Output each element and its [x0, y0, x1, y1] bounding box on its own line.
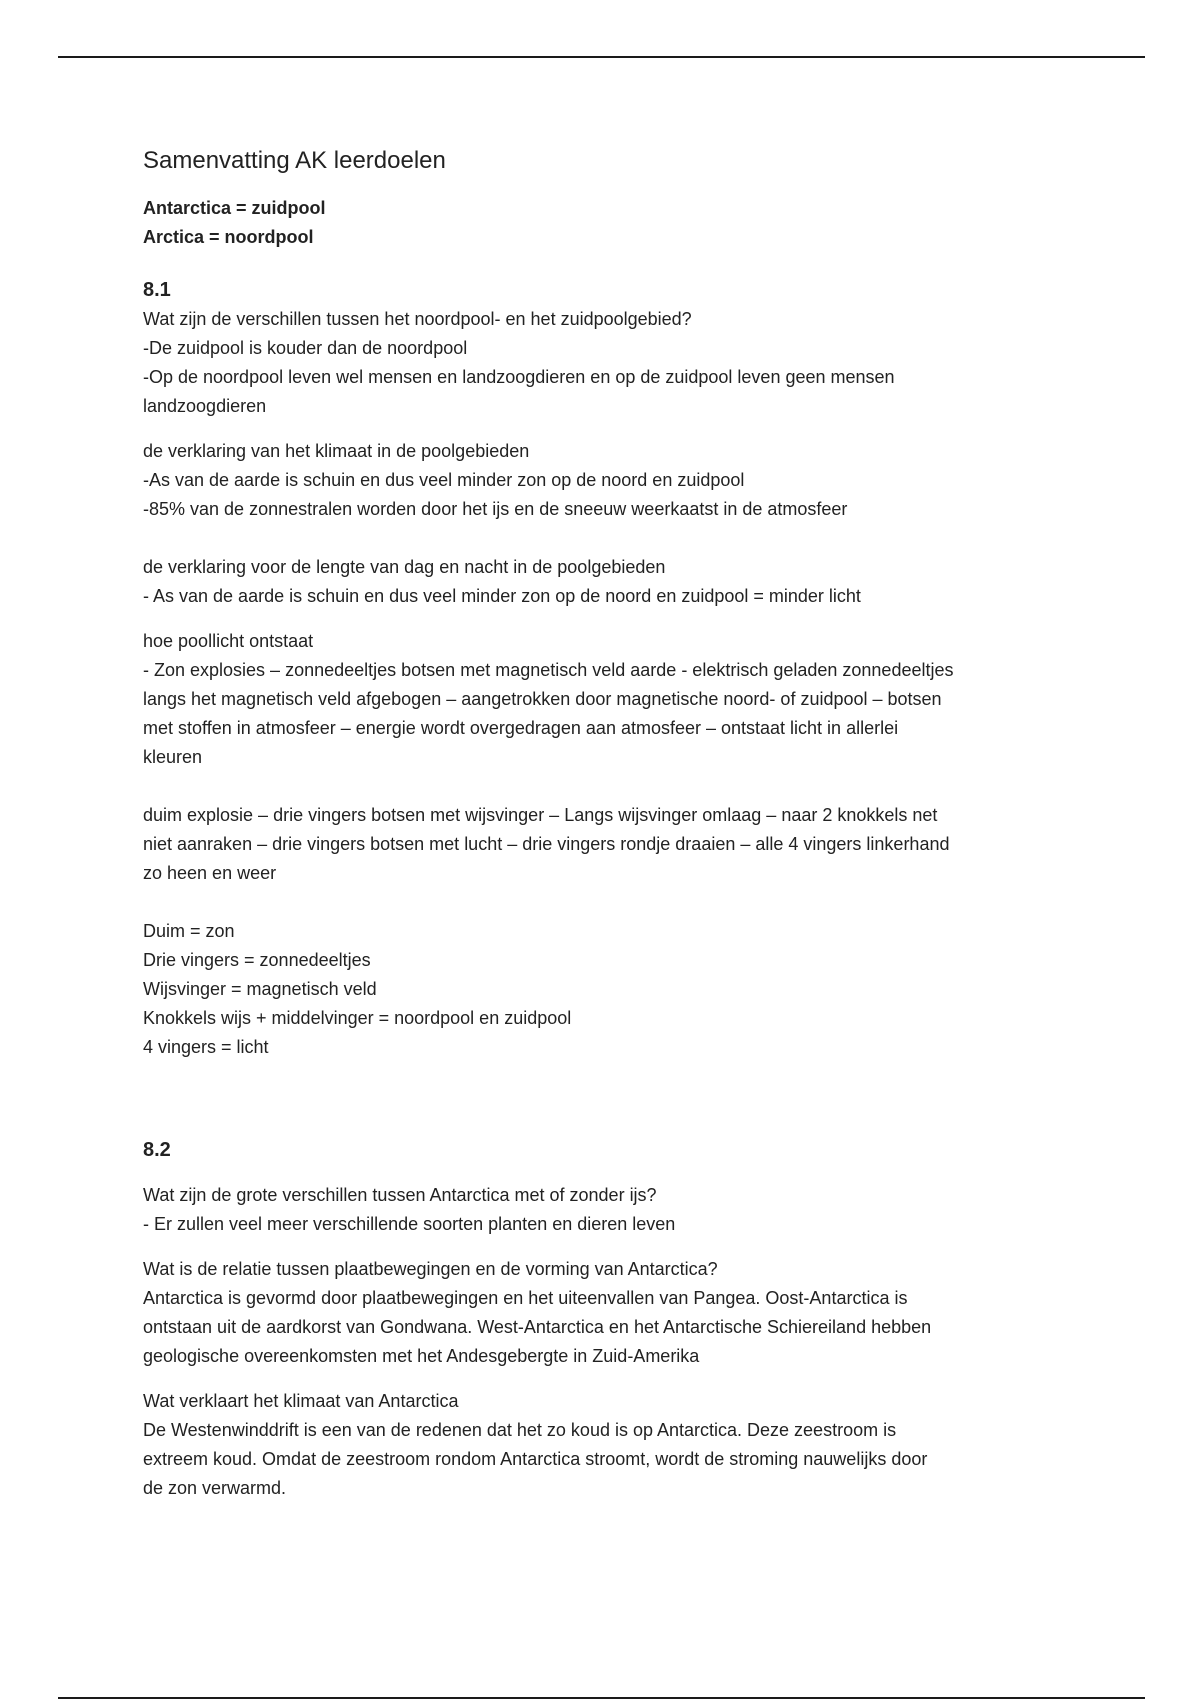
heading-spacer	[143, 1165, 1083, 1181]
top-rule	[58, 56, 1145, 58]
paragraph-line: Wat is de relatie tussen plaatbewegingen en de vorming van Antarctica?	[143, 1259, 718, 1279]
paragraph-line: De Westenwinddrift is een van de redenen dat het zo koud is op Antarctica. Deze zeestroom is	[143, 1420, 897, 1440]
paragraph-block	[143, 627, 1083, 772]
paragraph-line: niet aanraken – drie vingers botsen met lucht – drie vingers rondje draaien – alle 4 vingers linkerhand	[143, 834, 950, 854]
paragraph-line: kleuren	[143, 747, 203, 767]
paragraph-line: - Er zullen veel meer verschillende soorten planten en dieren leven	[143, 1214, 676, 1234]
paragraph-line: Wat verklaart het klimaat van Antarctica	[143, 1391, 459, 1411]
paragraph-line: hoe poollicht ontstaat	[143, 631, 314, 651]
paragraph-block	[143, 917, 1083, 1062]
paragraph-line: 4 vingers = licht	[143, 1037, 269, 1057]
paragraph-line: Wat zijn de verschillen tussen het noordpool- en het zuidpoolgebied?	[143, 309, 692, 329]
paragraph-line: landzoogdieren	[143, 396, 267, 416]
section-8-2	[143, 1136, 1083, 1503]
paragraph-line: zo heen en weer	[143, 863, 277, 883]
paragraph-line: geologische overeenkomsten met het Andesgebergte in Zuid-Amerika	[143, 1346, 700, 1366]
paragraph-line: -Op de noordpool leven wel mensen en landzoogdieren en op de zuidpool leven geen mensen	[143, 367, 895, 387]
paragraph-line: -85% van de zonnestralen worden door het ijs en de sneeuw weerkaatst in de atmosfeer	[143, 499, 848, 519]
paragraph-line: -As van de aarde is schuin en dus veel minder zon op de noord en zuidpool	[143, 470, 745, 490]
paragraph-block	[143, 1255, 1083, 1371]
paragraph-line: Knokkels wijs + middelvinger = noordpool en zuidpool	[143, 1008, 572, 1028]
paragraph-line: -De zuidpool is kouder dan de noordpool	[143, 338, 468, 358]
paragraph-line: extreem koud. Omdat de zeestroom rondom Antarctica stroomt, wordt de stroming nauwelijks door	[143, 1449, 928, 1469]
section-spacer	[143, 1078, 1083, 1136]
definitions	[143, 194, 1083, 252]
paragraph-block	[143, 553, 1083, 611]
definition-arctica: Arctica = noordpool	[143, 227, 314, 247]
section-8-1	[143, 276, 1083, 1062]
paragraph-block	[143, 1387, 1083, 1503]
paragraph-line: - Zon explosies – zonnedeeltjes botsen met magnetisch veld aarde - elektrisch geladen zonnedeeltjes	[143, 660, 954, 680]
paragraph-line: langs het magnetisch veld afgebogen – aangetrokken door magnetische noord- of zuidpool – botsen	[143, 689, 942, 709]
paragraph-line: - As van de aarde is schuin en dus veel minder zon op de noord en zuidpool = minder licht	[143, 586, 861, 606]
paragraph-block	[143, 305, 1083, 421]
document-title: Samenvatting AK leerdoelen	[143, 147, 446, 174]
paragraph-line: ontstaan uit de aardkorst van Gondwana. West-Antarctica en het Antarctische Schiereiland hebben	[143, 1317, 932, 1337]
paragraph-block	[143, 801, 1083, 888]
paragraph-block	[143, 437, 1083, 524]
paragraph-line: Antarctica is gevormd door plaatbewegingen en het uiteenvallen van Pangea. Oost-Antarctica is	[143, 1288, 908, 1308]
paragraph-line: Duim = zon	[143, 921, 235, 941]
paragraph-line: de verklaring voor de lengte van dag en nacht in de poolgebieden	[143, 557, 666, 577]
paragraph-line: Wijsvinger = magnetisch veld	[143, 979, 377, 999]
paragraph-line: met stoffen in atmosfeer – energie wordt overgedragen aan atmosfeer – ontstaat licht in allerlei	[143, 718, 899, 738]
section-heading-8-1: 8.1	[143, 279, 171, 301]
section-heading-8-2: 8.2	[143, 1139, 171, 1161]
paragraph-line: de zon verwarmd.	[143, 1478, 287, 1498]
bottom-rule	[58, 1697, 1145, 1699]
paragraph-line: Wat zijn de grote verschillen tussen Antarctica met of zonder ijs?	[143, 1185, 657, 1205]
paragraph-line: duim explosie – drie vingers botsen met wijsvinger – Langs wijsvinger omlaag – naar 2 knokkels net	[143, 805, 938, 825]
paragraph-line: de verklaring van het klimaat in de poolgebieden	[143, 441, 530, 461]
paragraph-block	[143, 1181, 1083, 1239]
definition-antarctica: Antarctica = zuidpool	[143, 198, 326, 218]
document-body	[143, 146, 1083, 1519]
paragraph-line: Drie vingers = zonnedeeltjes	[143, 950, 371, 970]
